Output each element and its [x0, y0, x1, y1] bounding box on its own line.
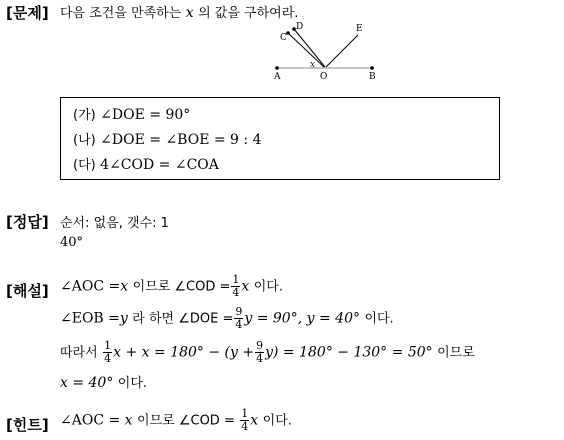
answer-value: 40°	[60, 235, 84, 250]
exp3-frac1-den: 4	[104, 352, 112, 365]
answer-meta: 순서: 없음, 갯수: 1	[60, 216, 169, 231]
exp3-frac2-den: 4	[256, 352, 264, 365]
condition-3	[73, 154, 219, 173]
explanation-line-4	[60, 372, 147, 391]
exp1-fraction	[231, 274, 240, 299]
exp2-frac-den: 4	[235, 318, 243, 331]
hint-c: x	[250, 412, 259, 429]
problem-text-a: 다음 조건을 만족하는	[60, 6, 182, 21]
explanation-line-3	[60, 340, 475, 365]
point-a-dot	[275, 66, 279, 70]
hint-label: [힌트]	[6, 416, 49, 434]
condition-1-expr: ∠DOE = 90°	[100, 107, 191, 123]
point-a-label: A	[274, 72, 281, 82]
condition-3-expr: 4∠COD = ∠COA	[100, 157, 219, 173]
exp3-fraction-1	[103, 340, 112, 365]
exp2-c: y = 90°,	[244, 310, 303, 327]
condition-2	[73, 129, 261, 148]
ray-oe	[326, 35, 358, 67]
angle-diagram	[270, 18, 390, 83]
hint-line	[60, 408, 292, 433]
exp2-a: ∠EOB =	[60, 310, 120, 327]
condition-2-expr: ∠DOE = ∠BOE = 9 : 4	[100, 132, 262, 148]
hint-d: 이다.	[262, 413, 292, 429]
hint-fraction	[240, 408, 249, 433]
point-b-dot	[370, 66, 374, 70]
point-b-label: B	[369, 72, 376, 82]
hint-frac-den: 4	[241, 420, 249, 433]
condition-1-tag: (가)	[73, 108, 96, 123]
exp3-a: 따라서	[60, 345, 98, 361]
problem-var: x	[185, 5, 194, 21]
point-e-label: E	[356, 24, 363, 34]
exp1-d: 이다.	[253, 279, 283, 295]
condition-2-tag: (나)	[73, 133, 96, 148]
exp3-d: 이므로	[437, 345, 475, 361]
problem-label: [문제]	[6, 4, 49, 22]
explanation-label: [해설]	[6, 282, 49, 300]
exp2-var: y	[119, 310, 128, 327]
explanation-line-2	[60, 306, 394, 331]
exp3-frac2-num: 9	[256, 339, 264, 352]
point-o-label: O	[320, 72, 328, 82]
exp4-b: 이다.	[117, 376, 148, 391]
point-c-label: C	[280, 33, 287, 43]
exp2-fraction	[234, 306, 243, 331]
exp3-fraction-2	[255, 340, 264, 365]
exp1-frac-num: 1	[232, 273, 240, 286]
answer-label: [정답]	[6, 213, 49, 231]
problem-text-b: 의 값을 구하여라.	[198, 6, 299, 21]
exp4-a: x = 40°	[60, 375, 114, 391]
conditions-box	[60, 97, 500, 180]
exp2-frac-num: 9	[235, 305, 243, 318]
exp1-a: ∠AOC =	[60, 278, 121, 295]
hint-a: ∠AOC =	[60, 412, 121, 429]
exp2-e: 이다.	[364, 311, 394, 327]
exp2-d: y = 40°	[306, 310, 360, 327]
ray-oc	[288, 33, 324, 67]
exp3-b: x + x = 180° − (y +	[113, 344, 255, 361]
exp1-c: x	[241, 278, 250, 295]
problem-statement	[60, 2, 298, 21]
exp3-frac1-num: 1	[104, 339, 112, 352]
hint-b: 이므로 ∠COD =	[137, 413, 235, 429]
exp1-b: 이므로 ∠COD =	[132, 279, 231, 295]
exp2-b: 라 하면 ∠DOE =	[132, 311, 234, 327]
hint-var: x	[124, 412, 133, 429]
exp1-frac-den: 4	[232, 286, 240, 299]
condition-1	[73, 104, 190, 123]
explanation-line-1	[60, 274, 283, 299]
exp3-c: y) = 180° − 130° = 50°	[265, 344, 433, 361]
angle-x-label: x	[310, 60, 316, 70]
exp1-var: x	[120, 278, 129, 295]
point-d-label: D	[296, 22, 304, 32]
condition-3-tag: (다)	[73, 158, 96, 173]
hint-frac-num: 1	[241, 407, 249, 420]
